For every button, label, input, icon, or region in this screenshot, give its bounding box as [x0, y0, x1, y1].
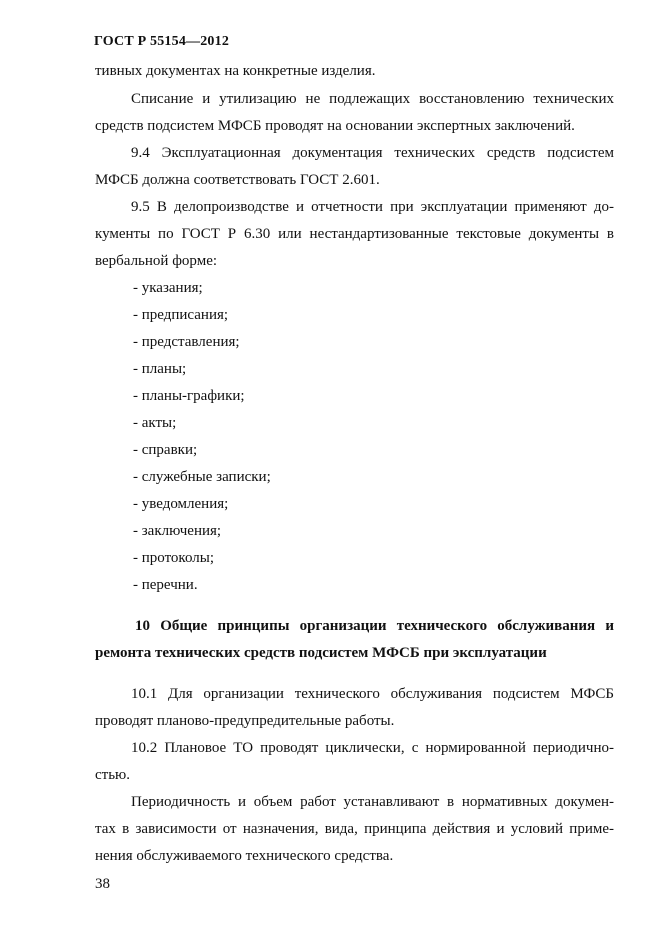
heading-line: 10 Общие принципы организации технического обслуживания и — [135, 618, 614, 634]
document-header: ГОСТ Р 55154—2012 — [94, 34, 230, 49]
heading-line: ремонта технических средств подсистем МФСБ при эксплуатации — [95, 645, 547, 661]
page-number: 38 — [95, 876, 110, 892]
list-item: - уведомления; — [133, 496, 229, 512]
list-item: - предписания; — [133, 307, 229, 323]
list-item: - акты; — [133, 415, 177, 431]
paragraph-10-2 — [95, 735, 614, 789]
text-line: МФСБ должна соответствовать ГОСТ 2.601. — [95, 172, 380, 188]
list-item: - указания; — [133, 280, 203, 296]
text-line: 10.1 Для организации технического обслуживания подсистем МФСБ — [131, 686, 614, 702]
paragraph-9-5 — [95, 194, 614, 275]
text-line: стью. — [95, 767, 131, 783]
list-item: - планы-графики; — [133, 388, 245, 404]
text-line: проводят планово-предупредительные работы. — [95, 713, 395, 729]
text-line: нения обслуживаемого технического средства. — [95, 848, 394, 864]
list-item: - планы; — [133, 361, 187, 377]
text-line: тах в зависимости от назначения, вида, принципа действия и условий приме- — [95, 821, 614, 837]
document-type-list — [133, 275, 271, 599]
text-line: Периодичность и объем работ устанавливают в нормативных докумен- — [131, 794, 614, 810]
paragraph-continuation — [95, 58, 614, 85]
list-item: - справки; — [133, 442, 198, 458]
paragraph-9-4 — [95, 140, 614, 194]
text-line: 10.2 Плановое ТО проводят циклически, с нормированной периодично- — [131, 740, 614, 756]
text-line: тивных документах на конкретные изделия. — [95, 63, 376, 79]
list-item: - перечни. — [133, 577, 198, 593]
list-item: - заключения; — [133, 523, 222, 539]
list-item: - представления; — [133, 334, 240, 350]
text-line: средств подсистем МФСБ проводят на основании экспертных заключений. — [95, 118, 575, 134]
text-line: 9.5 В делопроизводстве и отчетности при эксплуатации применяют до- — [131, 199, 614, 215]
text-line: вербальной форме: — [95, 253, 218, 269]
text-line: 9.4 Эксплуатационная документация технических средств подсистем — [131, 145, 614, 161]
text-line: кументы по ГОСТ Р 6.30 или нестандартизованные текстовые документы в — [95, 226, 614, 242]
list-item: - служебные записки; — [133, 469, 271, 485]
text-line: Списание и утилизацию не подлежащих восстановлению технических — [131, 91, 614, 107]
section-heading — [95, 613, 614, 667]
paragraph-periodicity — [95, 789, 614, 870]
paragraph-10-1 — [95, 681, 614, 735]
list-item: - протоколы; — [133, 550, 214, 566]
paragraph-write-off — [95, 86, 614, 140]
